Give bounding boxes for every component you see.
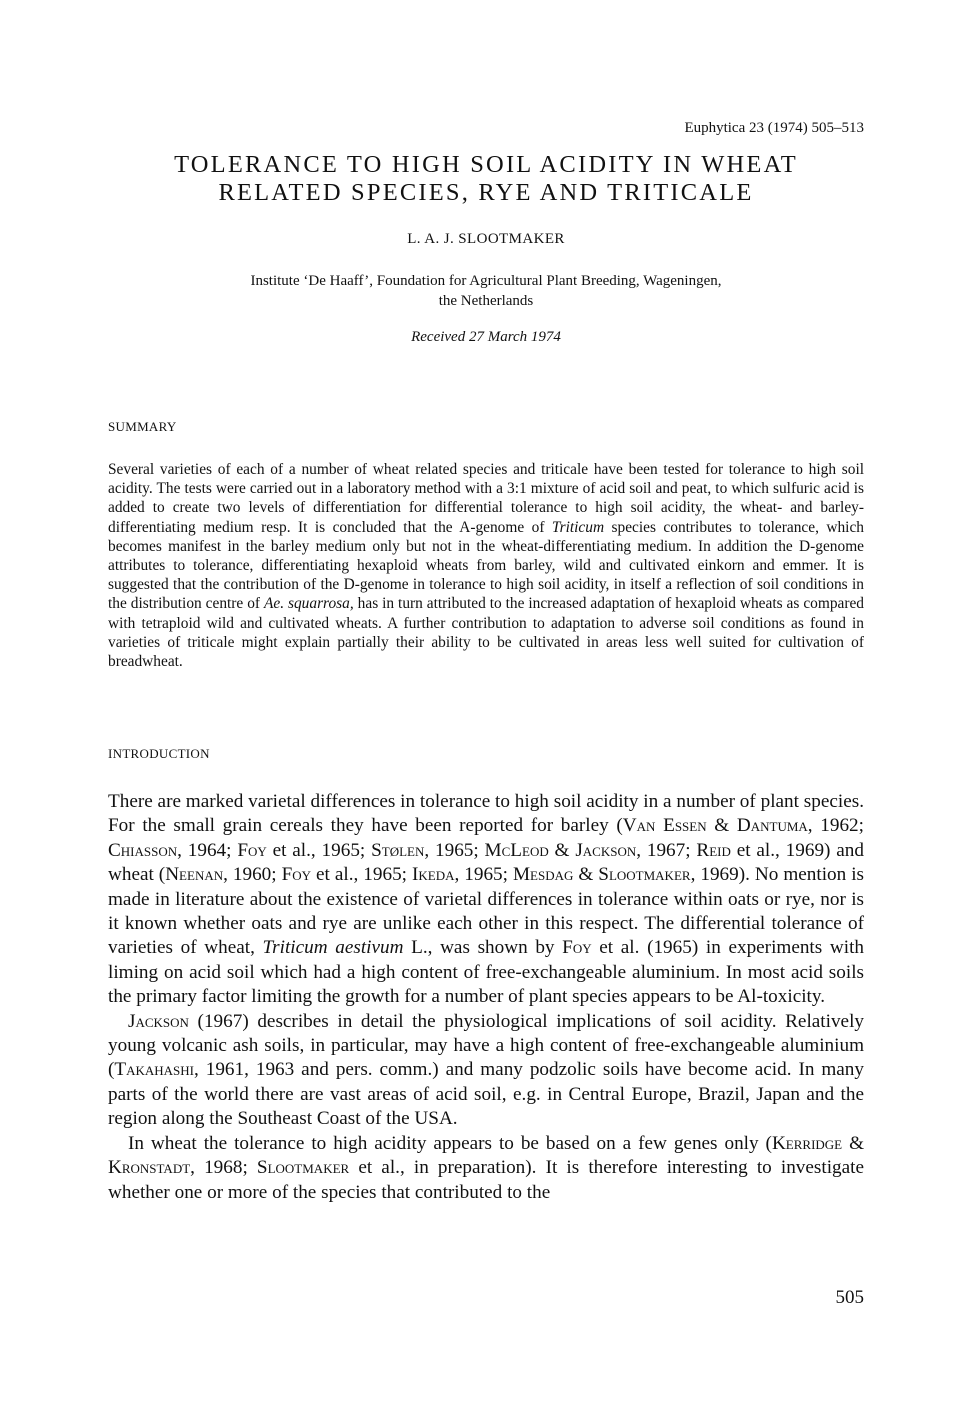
cited-author: Foy	[562, 937, 592, 959]
text-run: (1967) describes in detail the physiological implications of soil acidity. Relatively young volcanic ash soils, in particular, may have a high content of free-exchangeable aluminium (	[108, 1010, 864, 1081]
cited-author: Slootmaker	[598, 864, 691, 886]
cited-author: Ikeda	[411, 864, 455, 886]
summary-paragraph	[108, 460, 864, 671]
text-run: &	[842, 1132, 864, 1154]
cited-author: Kerridge	[771, 1132, 843, 1154]
introduction-heading: INTRODUCTION	[108, 746, 210, 761]
affiliation-line-2: the Netherlands	[438, 293, 534, 309]
text-run: et al., 1965;	[311, 864, 412, 886]
cited-author: Foy	[281, 864, 312, 886]
text-run: &	[548, 839, 576, 861]
cited-author: Foy	[237, 839, 267, 861]
text-run: , 1960;	[223, 864, 282, 886]
text-run: , 1962;	[807, 815, 864, 837]
intro-paragraph-3	[108, 1132, 864, 1205]
summary-text: has in turn attributed to the increased adaptation of hexaploid wheats as compared with tetraploid wild and cultivated wheats. A further contribution to adaptation to adverse soil conditions as found in varieties of triticale might explain partially their ability to be cultivated in areas less well suited for cultivation of breadwheat.	[108, 595, 864, 671]
cited-author: Takahashi	[114, 1059, 194, 1081]
text-run: , 1968;	[190, 1157, 257, 1179]
text-run: &	[573, 864, 599, 886]
text-run: et al. (1965) in experiments with liming on acid soil which had a high content of free-exchangeable aluminium. In most acid soils the primary factor limiting the growth for a number of plant species appears to be Al-toxicity.	[108, 937, 864, 1008]
summary-text: Several varieties of each of a number of wheat related species and triticale have been tested for tolerance to high soil acidity. The tests were carried out in a laboratory method with a 3:1 mixture of acid soil and peat, to which sulfuric acid is added to create two levels of differentiation for differential tolerance to high soil acidity, the wheat- and barley-differentiating medium resp. It is concluded that the A-genome of	[108, 461, 864, 536]
received-date: Received 27 March 1974	[411, 329, 561, 345]
cited-author: Jackson	[575, 839, 637, 861]
cited-author: McLeod	[484, 839, 549, 861]
text-run: , 1964;	[177, 839, 238, 861]
text-run: &	[706, 815, 737, 837]
affiliation	[108, 271, 864, 311]
title-line-1: TOLERANCE TO HIGH SOIL ACIDITY IN WHEAT	[174, 151, 798, 178]
cited-author: Chiasson	[108, 839, 178, 861]
text-run: There are marked varietal differences in tolerance to high soil acidity in a number of plant species. For the small grain cereals they have been reported for barley (	[108, 791, 864, 837]
journal-reference: Euphytica 23 (1974) 505–513	[684, 120, 864, 136]
cited-author: Slootmaker	[256, 1157, 350, 1179]
cited-author: Mesdag	[512, 864, 574, 886]
text-run: et al., 1965;	[266, 839, 372, 861]
species-name: Triticum aestivum	[262, 937, 404, 959]
cited-author: Stølen	[371, 839, 425, 861]
intro-paragraph-1	[108, 790, 864, 1010]
text-run: In wheat the tolerance to high acidity appears to be based on a few genes only (	[128, 1132, 772, 1154]
text-run: , 1965;	[424, 839, 485, 861]
cited-author: Reid	[696, 839, 731, 861]
text-run: et al., in preparation). It is therefore interesting to investigate whether one or more of the species that contributed to the	[108, 1157, 864, 1203]
affiliation-line-1: Institute ‘De Haaff’, Foundation for Agricultural Plant Breeding, Wageningen,	[250, 273, 722, 289]
author: L. A. J. SLOOTMAKER	[407, 231, 565, 247]
intro-paragraph-2	[108, 1010, 864, 1132]
text-run: , 1969). No mention is made in literature about the existence of varietal differences in tolerance within oats or rye, nor is it known whether oats and rye are unlike each other in this respect. The differential tolerance of varieties of wheat,	[108, 864, 864, 959]
page-number: 505	[835, 1287, 864, 1308]
text-run: , 1965;	[454, 864, 513, 886]
text-run: L., was shown by	[403, 937, 563, 959]
introduction-body	[108, 790, 864, 1205]
text-run: et al., 1969) and wheat (	[108, 839, 864, 886]
cited-author: Neenan	[165, 864, 224, 886]
cited-author: Van Essen	[622, 815, 707, 837]
text-run: , 1967;	[636, 839, 697, 861]
summary-italic-term: Triticum	[551, 518, 605, 536]
paper-title	[108, 151, 864, 207]
summary-italic-term: Ae. squarrosa,	[263, 595, 354, 613]
title-line-2: RELATED SPECIES, RYE AND TRITICALE	[218, 179, 754, 206]
cited-author: Dantuma	[736, 815, 808, 837]
cited-author: Kronstadt	[108, 1157, 191, 1179]
text-run: , 1961, 1963 and pers. comm.) and many podzolic soils have become acid. In many parts of the world there are vast areas of acid soil, e.g. in Central Europe, Brazil, Japan and the region along the Southeast Coast of the USA.	[108, 1059, 864, 1130]
cited-author: Jackson	[128, 1010, 189, 1032]
summary-heading: SUMMARY	[108, 419, 177, 434]
summary-text: species contributes to tolerance, which becomes manifest in the barley medium only but not in the wheat-differentiating medium. In addition the D-genome attributes to tolerance, differentiating hexaploid wheats from barley, wild and cultivated einkorn and emmer. It is suggested that the contribution of the D-genome in tolerance to high soil acidity, in itself a reflection of soil conditions in the distribution centre of	[108, 518, 864, 613]
